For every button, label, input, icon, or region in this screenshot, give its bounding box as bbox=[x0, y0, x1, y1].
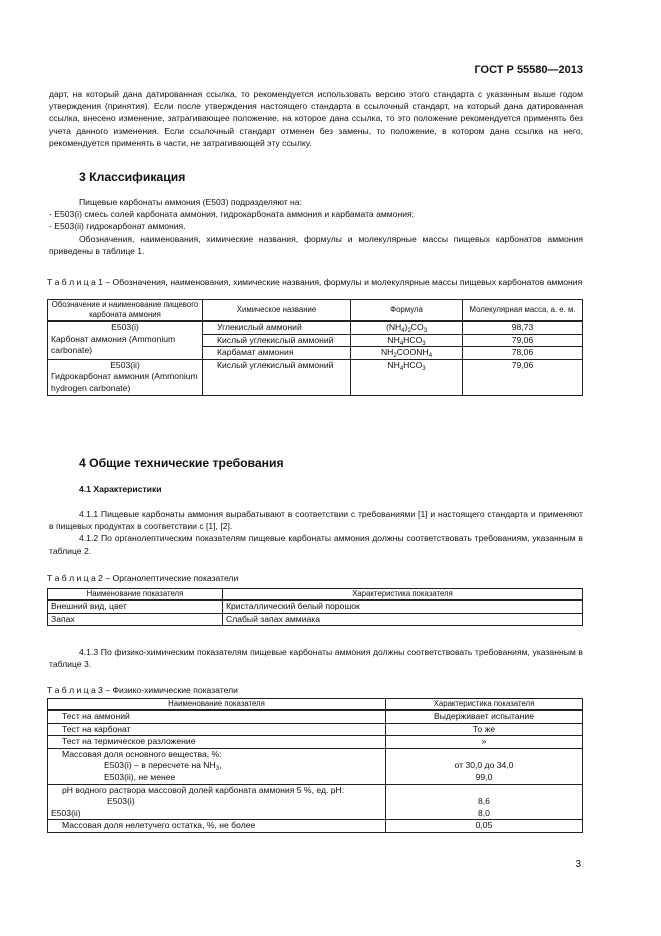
t3-r4-sub1: E503(i) – в пересчете на $NH_3$, bbox=[104, 760, 222, 773]
section-3-body bbox=[49, 196, 583, 257]
table-row bbox=[48, 600, 583, 613]
table1-caption bbox=[47, 276, 583, 288]
p-4-1-3-wrap bbox=[49, 646, 583, 670]
table1-header-row bbox=[48, 300, 583, 322]
t2-value: Кристаллический белый порошок bbox=[223, 600, 583, 613]
t3-r5-sub1: E503(i) bbox=[107, 796, 135, 807]
section-4-1-title: 4.1 Характеристики bbox=[79, 484, 162, 494]
table2-caption bbox=[47, 572, 583, 584]
section-4-title: 4 Общие технические требования bbox=[79, 456, 284, 470]
t1-g2-code: E503(ii) bbox=[110, 359, 140, 370]
intro-text: дарт, на который дана датированная ссылка, то рекомендуется использовать версию этого стандарта с указанным выше годом утверждения (принятия). Если после утверждения настоящего стандарта в ссылочный стандарт, на который дана датированная ссылка, внесено изменение, затрагивающее положение, на которое дана ссылка, то это положение рекомендуется применять без учета данного изменения. Если ссылочный стандарт отменен без замены, то положение, в котором дана ссылка на него, рекомендуется применять в части, не затрагивающей эту ссылку. bbox=[49, 89, 583, 148]
table2-caption-prefix: Т а б л и ц а bbox=[47, 573, 96, 583]
table-row bbox=[48, 710, 583, 723]
t1-formula: $NH_2COONH_4$ bbox=[351, 347, 463, 360]
t1-chem: Кислый углекислый аммоний bbox=[203, 334, 351, 347]
t1-mass: 79,06 bbox=[463, 334, 583, 347]
s3-item1: - E503(i) смесь солей карбоната аммония, гидрокарбоната аммония и карбамата аммония; bbox=[49, 209, 415, 220]
table2-header-row bbox=[48, 589, 583, 601]
t3-h2: Характеристика показателя bbox=[386, 699, 583, 711]
t1-h2: Химическое название bbox=[203, 300, 351, 322]
table3-caption-prefix: Т а б л и ц а bbox=[47, 685, 96, 695]
t2-h2: Характеристика показателя bbox=[223, 589, 583, 601]
table-row bbox=[48, 359, 583, 395]
t3-r5-sub2: E503(ii) bbox=[51, 807, 81, 818]
t1-mass: 78,06 bbox=[463, 347, 583, 360]
t1-g1-name: Карбонат аммония (Ammonium carbonate) bbox=[51, 333, 176, 356]
t3-r5-val2: 8,0 bbox=[478, 807, 490, 818]
t3-value: То же bbox=[386, 723, 583, 736]
s3-item2: - E503(ii) гидрокарбонат аммония. bbox=[49, 221, 186, 232]
table-row bbox=[48, 613, 583, 626]
table1-caption-rest: 1 – Обозначения, наименования, химические названия, формулы и молекулярные массы пищевых карбонатов аммония bbox=[95, 277, 583, 287]
t1-g1-code: E503(i) bbox=[111, 322, 139, 332]
t3-value: » bbox=[386, 736, 583, 749]
t3-name: Тест на аммоний bbox=[48, 710, 386, 723]
t3-value-ph bbox=[386, 784, 583, 820]
p-4-1-1: 4.1.1 Пищевые карбонаты аммония вырабатывают в соответствии с требованиями [1] и настоящего стандарта и применяют в пищевых продуктах в соответствии с [1], [2]. bbox=[49, 509, 583, 532]
t3-r5-val1: 8,6 bbox=[478, 796, 490, 807]
table-1 bbox=[47, 299, 583, 396]
t3-r4-val2: 99,0 bbox=[475, 771, 493, 782]
table-3 bbox=[47, 698, 583, 833]
table3-header-row bbox=[48, 699, 583, 711]
t3-name: Тест на карбонат bbox=[48, 723, 386, 736]
t1-chem: Углекислый аммоний bbox=[203, 321, 351, 334]
t3-name-mass-fraction bbox=[48, 748, 386, 784]
t3-name: Тест на термическое разложение bbox=[48, 736, 386, 749]
t1-g2-name: Гидрокарбонат аммония (Ammonium hydrogen carbonate) bbox=[51, 371, 198, 393]
t3-value: Выдерживает испытание bbox=[386, 710, 583, 723]
t3-r4-val1: от 30,0 до 34,0 bbox=[454, 760, 514, 771]
page-number: 3 bbox=[575, 859, 581, 870]
t2-value: Слабый запах аммиака bbox=[223, 613, 583, 626]
t1-chem: Кислый углекислый аммоний bbox=[203, 359, 351, 395]
t3-r5-name: pH водного раствора массовой долей карбоната аммония 5 %, ед. pH: bbox=[62, 784, 345, 795]
p-4-1-3: 4.1.3 По физико-химическим показателям пищевые карбонаты аммония должны соответствовать требованиям, указанным в таблице 3. bbox=[49, 647, 583, 670]
doc-code: ГОСТ Р 55580—2013 bbox=[474, 64, 583, 76]
table-2 bbox=[47, 588, 583, 626]
t1-group2-cell bbox=[48, 359, 203, 395]
t2-name: Внешний вид, цвет bbox=[48, 600, 223, 613]
intro-paragraph bbox=[49, 88, 583, 149]
t1-formula: $(NH_4)_2CO_3$ bbox=[351, 321, 463, 334]
t1-h4: Молекулярная масса, а. е. м. bbox=[463, 300, 583, 322]
t3-r4-name: Массовая доля основного вещества, %: bbox=[62, 748, 222, 759]
t1-formula: $NH_4HCO_3$ bbox=[351, 359, 463, 395]
t1-group1-cell bbox=[48, 321, 203, 359]
section-4-body bbox=[49, 508, 583, 557]
t1-formula: $NH_4HCO_3$ bbox=[351, 334, 463, 347]
t1-mass: 79,06 bbox=[463, 359, 583, 395]
table-row bbox=[48, 784, 583, 820]
t1-h3: Формула bbox=[351, 300, 463, 322]
t3-name: Массовая доля нелетучего остатка, %, не более bbox=[48, 820, 386, 833]
t1-chem: Карбамат аммония bbox=[203, 347, 351, 360]
table2-caption-rest: 2 – Органолептические показатели bbox=[95, 573, 239, 583]
table-row bbox=[48, 820, 583, 833]
table-row bbox=[48, 723, 583, 736]
t2-name: Запах bbox=[48, 613, 223, 626]
t1-h1: Обозначение и наименование пищевого карбоната аммония bbox=[48, 300, 203, 322]
table3-caption bbox=[47, 684, 583, 696]
table1-caption-prefix: Т а б л и ц а bbox=[47, 277, 96, 287]
t2-h1: Наименование показателя bbox=[48, 589, 223, 601]
table-row bbox=[48, 736, 583, 749]
table3-caption-rest: 3 – Физико-химические показатели bbox=[95, 685, 238, 695]
section-3-title: 3 Классификация bbox=[79, 170, 186, 184]
s3-p2: Обозначения, наименования, химические названия, формулы и молекулярные массы пищевых карбонатов аммония приведены в таблице 1. bbox=[49, 233, 583, 256]
table-row bbox=[48, 748, 583, 784]
t3-name-ph bbox=[48, 784, 386, 820]
t3-value: 0,05 bbox=[386, 820, 583, 833]
t3-r4-sub2: E503(ii), не менее bbox=[104, 771, 176, 782]
t1-mass: 98,73 bbox=[463, 321, 583, 334]
t3-value-mass-fraction bbox=[386, 748, 583, 784]
table-row bbox=[48, 321, 583, 334]
p-4-1-2: 4.1.2 По органолептическим показателям пищевые карбонаты аммония должны соответствовать требованиям, указанным в таблице 2. bbox=[49, 533, 583, 556]
s3-p1: Пищевые карбонаты аммония (E503) подразделяют на: bbox=[79, 197, 302, 207]
t3-h1: Наименование показателя bbox=[48, 699, 386, 711]
